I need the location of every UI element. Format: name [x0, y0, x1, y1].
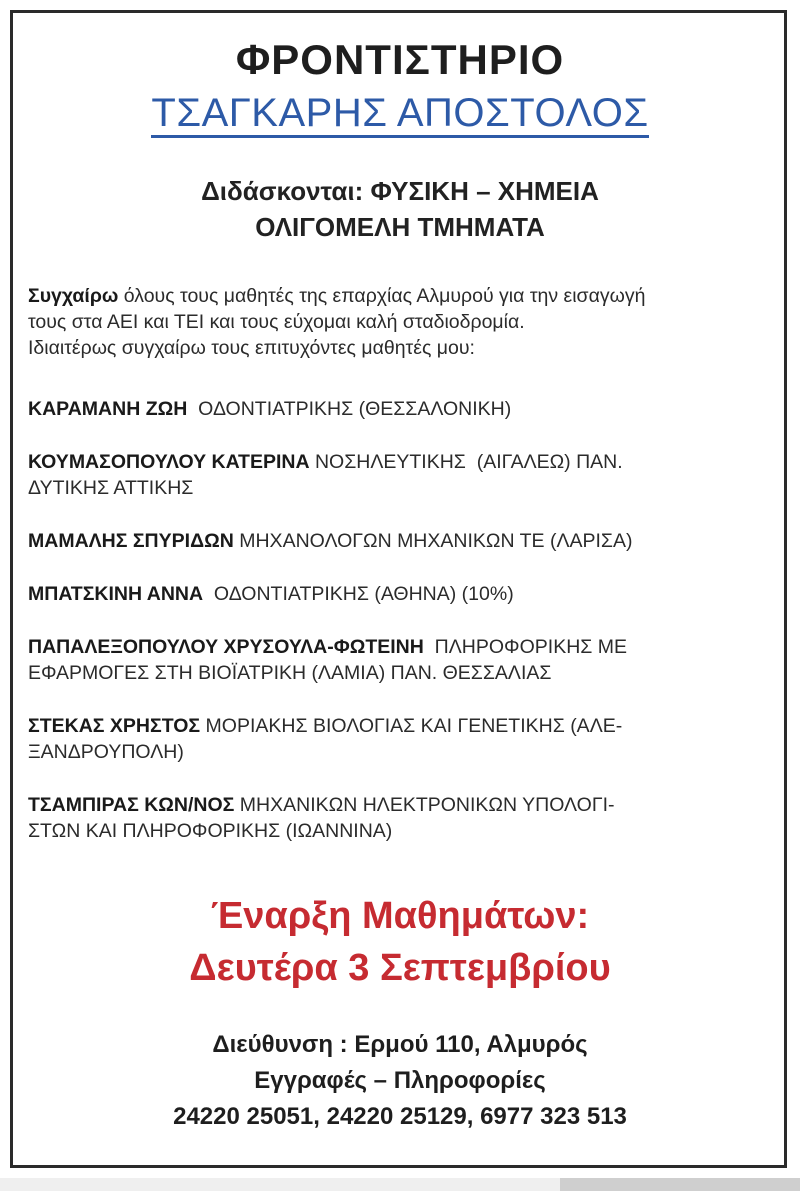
- student-school: ΜΟΡΙΑΚΗΣ ΒΙΟΛΟΓΙΑΣ ΚΑΙ ΓΕΝΕΤΙΚΗΣ (ΑΛΕ-: [200, 715, 623, 737]
- student-school: ΟΔΟΝΤΙΑΤΡΙΚΗΣ (ΘΕΣΣΑΛΟΝΙΚΗ): [187, 398, 512, 420]
- student-entry: [28, 792, 778, 844]
- student-entry: [28, 634, 778, 686]
- student-entry: [28, 713, 778, 765]
- page-bottom-strip: [0, 1178, 800, 1191]
- page-bottom-strip-dark: [560, 1178, 800, 1191]
- congratulations-paragraph: [28, 283, 778, 361]
- student-school: ΟΔΟΝΤΙΑΤΡΙΚΗΣ (ΑΘΗΝΑ) (10%): [203, 583, 514, 605]
- subjects-line: Διδάσκονται: ΦΥΣΙΚΗ – ΧΗΜΕΙΑ: [201, 176, 599, 206]
- student-name: ΤΣΑΜΠΙΡΑΣ ΚΩΝ/ΝΟΣ: [28, 794, 235, 816]
- student-school-cont: ΣΤΩΝ ΚΑΙ ΠΛΗΡΟΦΟΡΙΚΗΣ (ΙΩΑΝΝΙΝΑ): [28, 820, 393, 842]
- classes-start-announcement: [0, 890, 800, 994]
- contact-block: [0, 1027, 800, 1135]
- student-school: ΜΗΧΑΝΙΚΩΝ ΗΛΕΚΤΡΟΝΙΚΩΝ ΥΠΟΛΟΓΙ-: [234, 794, 615, 816]
- groups-line: ΟΛΙΓΟΜΕΛΗ ΤΜΗΜΑΤΑ: [255, 212, 545, 242]
- phone-numbers: 24220 25051, 24220 25129, 6977 323 513: [173, 1103, 627, 1130]
- subjects-block: [0, 173, 800, 245]
- student-school: ΝΟΣΗΛΕΥΤΙΚΗΣ (ΑΙΓΑΛΕΩ) ΠΑΝ.: [309, 451, 623, 473]
- student-name: ΠΑΠΑΛΕΞΟΠΟΥΛΟΥ ΧΡΥΣΟΥΛΑ-ΦΩΤΕΙΝΗ: [28, 636, 424, 658]
- student-name: ΚΑΡΑΜΑΝΗ ΖΩΗ: [28, 398, 188, 420]
- intro-line-3: Ιδιαιτέρως συγχαίρω τους επιτυχόντες μαθητές μου:: [28, 337, 475, 359]
- registration-info: Εγγραφές – Πληροφορίες: [254, 1067, 546, 1094]
- ad-title: ΦΡΟΝΤΙΣΤΗΡΙΟ: [235, 36, 565, 83]
- start-date: Δευτέρα 3 Σεπτεμβρίου: [189, 947, 611, 989]
- address: Διεύθυνση : Ερμού 110, Αλμυρός: [212, 1031, 588, 1058]
- student-entry: [28, 581, 778, 607]
- intro-line-2: τους στα ΑΕΙ και ΤΕΙ και τους εύχομαι καλή σταδιοδρομία.: [28, 311, 525, 333]
- intro-line-1: [28, 283, 778, 309]
- student-entry: [28, 449, 778, 501]
- student-school-cont: ΕΦΑΡΜΟΓΕΣ ΣΤΗ ΒΙΟΪΑΤΡΙΚΗ (ΛΑΜΙΑ) ΠΑΝ. ΘΕΣΣΑΛΙΑΣ: [28, 662, 552, 684]
- tutor-name-text: ΤΣΑΓΚΑΡΗΣ ΑΠΟΣΤΟΛΟΣ: [151, 91, 648, 138]
- student-school-cont: ΞΑΝΔΡΟΥΠΟΛΗ): [28, 741, 184, 763]
- students-list: [28, 396, 778, 844]
- student-school: ΜΗΧΑΝΟΛΟΓΩΝ ΜΗΧΑΝΙΚΩΝ ΤΕ (ΛΑΡΙΣΑ): [233, 530, 633, 552]
- student-name: ΜΑΜΑΛΗΣ ΣΠΥΡΙΔΩΝ: [28, 530, 234, 552]
- tutor-name: [0, 91, 800, 136]
- student-entry: [28, 396, 778, 422]
- start-line-1: Έναρξη Μαθημάτων:: [210, 895, 590, 937]
- intro-bold-word: Συγχαίρω: [28, 285, 119, 307]
- student-school: ΠΛΗΡΟΦΟΡΙΚΗΣ ΜΕ: [423, 636, 628, 658]
- intro-line-1-rest: όλους τους μαθητές της επαρχίας Αλμυρού για την εισαγωγή: [118, 285, 646, 307]
- student-name: ΜΠΑΤΣΚΙΝΗ ΑΝΝΑ: [28, 583, 204, 605]
- student-school-cont: ΔΥΤΙΚΗΣ ΑΤΤΙΚΗΣ: [28, 477, 194, 499]
- student-entry: [28, 528, 778, 554]
- student-name: ΣΤΕΚΑΣ ΧΡΗΣΤΟΣ: [28, 715, 201, 737]
- student-name: ΚΟΥΜΑΣΟΠΟΥΛΟΥ ΚΑΤΕΡΙΝΑ: [28, 451, 310, 473]
